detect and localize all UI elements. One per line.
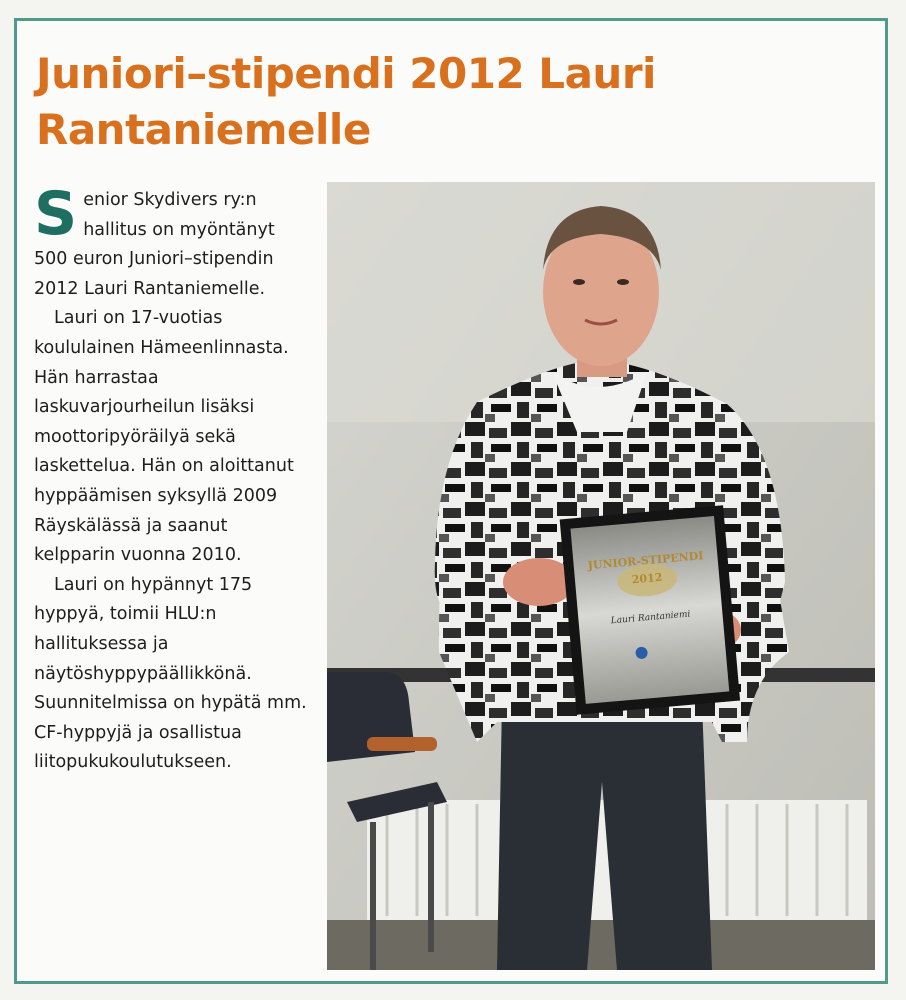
plaque-year: 2012 <box>631 570 663 587</box>
plaque-name: Lauri Rantaniemi <box>610 609 691 627</box>
photo-young-man-with-plaque <box>327 182 875 970</box>
paragraph-2: Lauri on 17-vuotias koululainen Hämeenlinnasta. Hän harrastaa laskuvarjourheilun lisäksi moottoripyöräilyä sekä laskettelua. Hän on aloittanut hyppäämisen syksyllä 2009 Räyskälässä ja saanut kelpparin vuonna 2010. <box>34 308 294 566</box>
paragraph-1 <box>34 179 309 304</box>
article-body <box>34 179 309 778</box>
plaque-title: JUNIOR-STIPENDI <box>587 549 704 573</box>
drop-cap: S <box>34 179 78 249</box>
photo-illustration <box>327 182 875 970</box>
article-title: Juniori–stipendi 2012 Lauri Rantaniemelle <box>36 49 656 154</box>
paragraph-1-text: enior Skydivers ry:n hallitus on myöntänyt 500 euron Juniori–stipendin 2012 Lauri Rantaniemelle. <box>34 190 275 299</box>
paragraph-3: Lauri on hypännyt 175 hyppyä, toimii HLU:n hallituksessa ja näytöshyppypäällikkönä. Suunnitelmissa on hypätä mm. CF-hyppyjä ja osallistua liitopukukoulutukseen. <box>34 574 307 773</box>
